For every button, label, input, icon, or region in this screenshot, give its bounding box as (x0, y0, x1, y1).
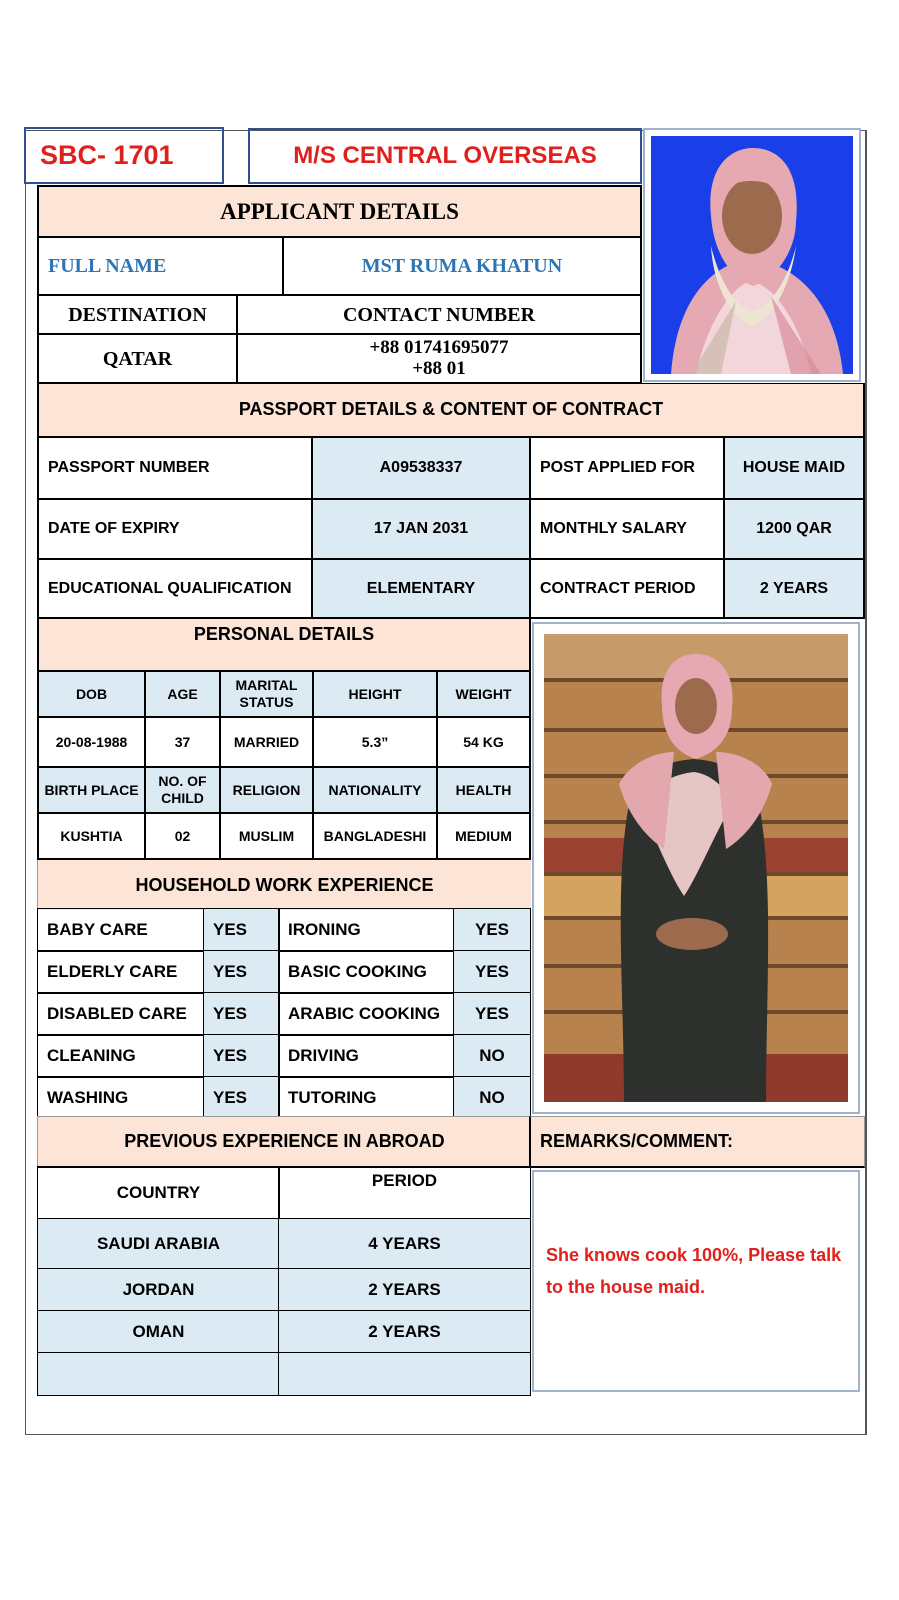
passport-number-value: A09538337 (311, 436, 531, 500)
household-skill-left-cell: WASHING (37, 1076, 205, 1120)
reference-box (24, 127, 224, 184)
household-val-right-cell: YES (453, 950, 531, 994)
abroad-country-cell (37, 1352, 280, 1396)
religion-value: MUSLIM (219, 812, 314, 860)
household-skill-right-cell: TUTORING (278, 1076, 455, 1120)
abroad-country-cell: JORDAN (37, 1268, 280, 1312)
health-value: MEDIUM (436, 812, 531, 860)
passport-photo-image (651, 136, 853, 374)
age-header: AGE (144, 670, 221, 718)
household-skill-left-cell: BABY CARE (37, 908, 205, 952)
nationality-value: BANGLADESHI (312, 812, 438, 860)
household-skill-right-cell: IRONING (278, 908, 455, 952)
abroad-section-title: PREVIOUS EXPERIENCE IN ABROAD (37, 1116, 531, 1168)
full-body-photo (532, 622, 860, 1114)
dob-header: DOB (37, 670, 146, 718)
education-value: ELEMENTARY (311, 558, 531, 619)
height-value: 5.3” (312, 716, 438, 768)
household-val-left-cell: YES (203, 992, 280, 1036)
household-val-right-cell: NO (453, 1076, 531, 1120)
agency-name: M/S CENTRAL OVERSEAS (293, 142, 597, 169)
household-skill-right-cell: BASIC COOKING (278, 950, 455, 994)
children-header: NO. OF CHILD (144, 766, 221, 814)
remarks-text: She knows cook 100%, Please talk to the house maid. (546, 1245, 842, 1297)
age-value: 37 (144, 716, 221, 768)
abroad-period-cell (278, 1352, 531, 1396)
abroad-period-cell: 4 YEARS (278, 1218, 531, 1270)
period-header: PERIOD (278, 1166, 531, 1220)
marital-status-header: MARITAL STATUS (219, 670, 314, 718)
reference-number: SBC- 1701 (40, 140, 174, 170)
remarks-box (532, 1170, 860, 1392)
household-skill-left-cell: CLEANING (37, 1034, 205, 1078)
household-val-right-cell: YES (453, 992, 531, 1036)
contact-value (236, 333, 642, 384)
applicant-details-title: APPLICANT DETAILS (37, 185, 642, 238)
salary-value: 1200 QAR (723, 498, 865, 560)
contact-label: CONTACT NUMBER (236, 294, 642, 335)
education-label: EDUCATIONAL QUALIFICATION (37, 558, 313, 619)
height-header: HEIGHT (312, 670, 438, 718)
weight-header: WEIGHT (436, 670, 531, 718)
household-val-left-cell: YES (203, 950, 280, 994)
abroad-country-cell: SAUDI ARABIA (37, 1218, 280, 1270)
health-header: HEALTH (436, 766, 531, 814)
household-val-left-cell: YES (203, 908, 280, 952)
household-val-left-cell: YES (203, 1076, 280, 1120)
abroad-country-cell: OMAN (37, 1310, 280, 1354)
passport-number-label: PASSPORT NUMBER (37, 436, 313, 500)
household-skill-right-cell: DRIVING (278, 1034, 455, 1078)
household-val-right-cell: NO (453, 1034, 531, 1078)
full-name-value: MST RUMA KHATUN (282, 236, 642, 296)
expiry-label: DATE OF EXPIRY (37, 498, 313, 560)
post-applied-label: POST APPLIED FOR (529, 436, 725, 500)
marital-status-value: MARRIED (219, 716, 314, 768)
abroad-period-cell: 2 YEARS (278, 1268, 531, 1312)
dob-value: 20-08-1988 (37, 716, 146, 768)
nationality-header: NATIONALITY (312, 766, 438, 814)
expiry-value: 17 JAN 2031 (311, 498, 531, 560)
destination-label: DESTINATION (37, 294, 238, 335)
household-skill-left-cell: ELDERLY CARE (37, 950, 205, 994)
contract-period-label: CONTRACT PERIOD (529, 558, 725, 619)
post-applied-value: HOUSE MAID (723, 436, 865, 500)
country-header: COUNTRY (37, 1166, 280, 1220)
contact-number-2: +88 01 (412, 357, 466, 379)
household-skill-left-cell: DISABLED CARE (37, 992, 205, 1036)
passport-photo (643, 128, 861, 382)
children-value: 02 (144, 812, 221, 860)
birth-place-header: BIRTH PLACE (37, 766, 146, 814)
salary-label: MONTHLY SALARY (529, 498, 725, 560)
full-name-label: FULL NAME (37, 236, 284, 296)
contact-number-1: +88 01741695077 (369, 336, 509, 358)
destination-value: QATAR (37, 333, 238, 384)
full-body-photo-image (544, 634, 848, 1102)
abroad-period-cell: 2 YEARS (278, 1310, 531, 1354)
passport-section-title: PASSPORT DETAILS & CONTENT OF CONTRACT (37, 383, 865, 438)
contract-period-value: 2 YEARS (723, 558, 865, 619)
household-section-title (37, 860, 531, 910)
household-val-left-cell: YES (203, 1034, 280, 1078)
right-edge-line (865, 130, 866, 1435)
household-title-text: HOUSEHOLD WORK EXPERIENCE (135, 874, 434, 895)
household-val-right-cell: YES (453, 908, 531, 952)
birth-place-value: KUSHTIA (37, 812, 146, 860)
remarks-title: REMARKS/COMMENT: (529, 1116, 865, 1168)
household-skill-right-cell: ARABIC COOKING (278, 992, 455, 1036)
religion-header: RELIGION (219, 766, 314, 814)
weight-value: 54 KG (436, 716, 531, 768)
personal-section-title: PERSONAL DETAILS (37, 617, 531, 672)
agency-box (248, 128, 642, 184)
